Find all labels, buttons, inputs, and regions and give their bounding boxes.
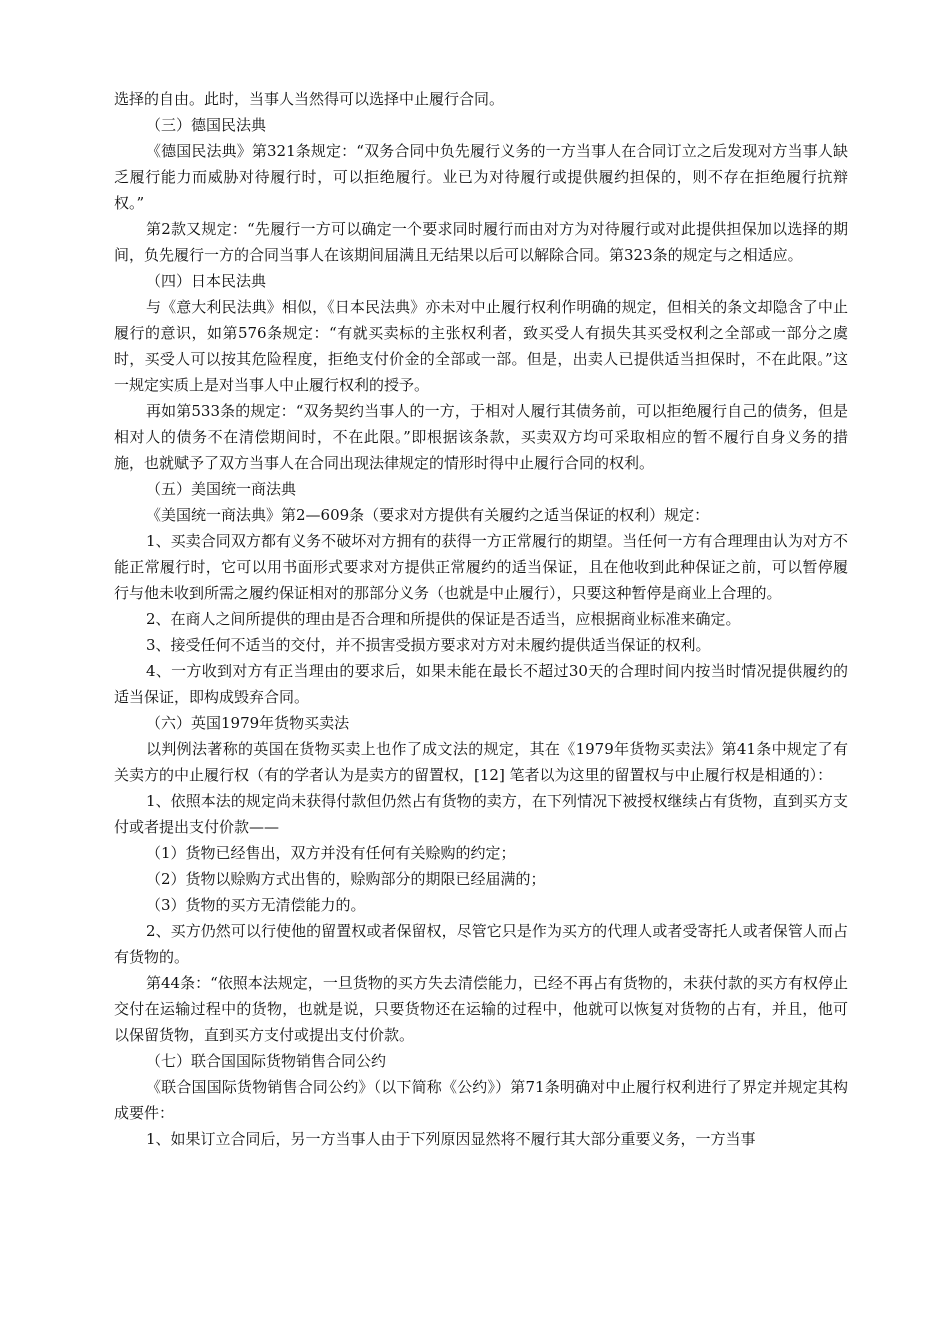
list-item: 3、接受任何不适当的交付，并不损害受损方要求对方对未履约提供适当保证的权利。	[146, 636, 711, 654]
list-item: 1、买卖合同双方都有义务不破坏对方拥有的获得一方正常履行的期望。当任何一方有合理理由认为对方不能正常履行时，它可以用书面形式要求对方提供正常履约的适当保证，且在他收到此种保证之前，可以暂停履行与他未收到所需之履约保证相对的那部分义务（也就是中止履行），只要这种暂停是商业上合理的。	[114, 532, 848, 602]
section-heading: （三）德国民法典	[146, 116, 267, 134]
paragraph: 《联合国国际货物销售合同公约》（以下简称《公约》）第71条明确对中止履行权利进行了界定并规定其构成要件：	[114, 1078, 848, 1122]
list-item: 2、在商人之间所提供的理由是否合理和所提供的保证是否适当，应根据商业标准来确定。	[146, 610, 741, 628]
paragraph: 再如第533条的规定：“双务契约当事人的一方，于相对人履行其债务前，可以拒绝履行自己的债务，但是相对人的债务不在清偿期间时，不在此限。”即根据该条款，买卖双方均可采取相应的暂不履行自身义务的措施，也就赋予了双方当事人在合同出现法律规定的情形时得中止履行合同的权利。	[114, 402, 848, 472]
paragraph: 选择的自由。此时，当事人当然得可以选择中止履行合同。	[114, 90, 505, 108]
section-heading: （五）美国统一商法典	[146, 480, 297, 498]
list-item: 1、依照本法的规定尚未获得付款但仍然占有货物的卖方，在下列情况下被授权继续占有货物，直到买方支付或者提出支付价款——	[114, 792, 848, 836]
paragraph: 第44条：“依照本法规定，一旦货物的买方失去清偿能力，已经不再占有货物的，未获付款的买方有权停止交付在运输过程中的货物，也就是说，只要货物还在运输的过程中，他就可以恢复对货物的占有，并且，他可以保留货物，直到买方支付或提出支付价款。	[114, 974, 848, 1044]
section-heading: （六）英国1979年货物买卖法	[146, 714, 350, 732]
list-item: （3）货物的买方无清偿能力的。	[146, 896, 366, 914]
list-item: 2、买方仍然可以行使他的留置权或者保留权，尽管它只是作为买方的代理人或者受寄托人或者保管人而占有货物的。	[114, 922, 848, 966]
section-heading: （七）联合国国际货物销售合同公约	[146, 1052, 387, 1070]
paragraph: 《美国统一商法典》第2—609条（要求对方提供有关履约之适当保证的权利）规定：	[146, 506, 710, 524]
section-heading: （四）日本民法典	[146, 272, 267, 290]
paragraph: 与《意大利民法典》相似，《日本民法典》亦未对中止履行权利作明确的规定，但相关的条文却隐含了中止履行的意识，如第576条规定：“有就买卖标的主张权利者，致买受人有损失其买受权利之全部或一部分之虞时，买受人可以按其危险程度，拒绝支付价金的全部或一部。但是，出卖人已提供适当担保时，不在此限。”这一规定实质上是对当事人中止履行权利的授予。	[114, 298, 848, 394]
list-item: （2）货物以赊购方式出售的，赊购部分的期限已经届满的；	[146, 870, 546, 888]
list-item: （1）货物已经售出，双方并没有任何有关赊购的约定；	[146, 844, 516, 862]
paragraph: 《德国民法典》第321条规定：“双务合同中负先履行义务的一方当事人在合同订立之后发现对方当事人缺乏履行能力而威胁对待履行时，可以拒绝履行。业已为对待履行或提供履约担保的，则不存在拒绝履行抗辩权。”	[114, 142, 848, 212]
document-page	[114, 86, 848, 1152]
paragraph: 第2款又规定：“先履行一方可以确定一个要求同时履行而由对方为对待履行或对此提供担保加以选择的期间，负先履行一方的合同当事人在该期间届满且无结果以后可以解除合同。第323条的规定与之相适应。	[114, 220, 848, 264]
list-item: 4、一方收到对方有正当理由的要求后，如果未能在最长不超过30天的合理时间内按当时情况提供履约的适当保证，即构成毁弃合同。	[114, 662, 848, 706]
list-item: 1、如果订立合同后，另一方当事人由于下列原因显然将不履行其大部分重要义务，一方当事	[146, 1130, 756, 1148]
paragraph: 以判例法著称的英国在货物买卖上也作了成文法的规定，其在《1979年货物买卖法》第41条中规定了有关卖方的中止履行权（有的学者认为是卖方的留置权，[12] 笔者以为这里的留置权与中止履行权是相通的）：	[114, 740, 848, 784]
